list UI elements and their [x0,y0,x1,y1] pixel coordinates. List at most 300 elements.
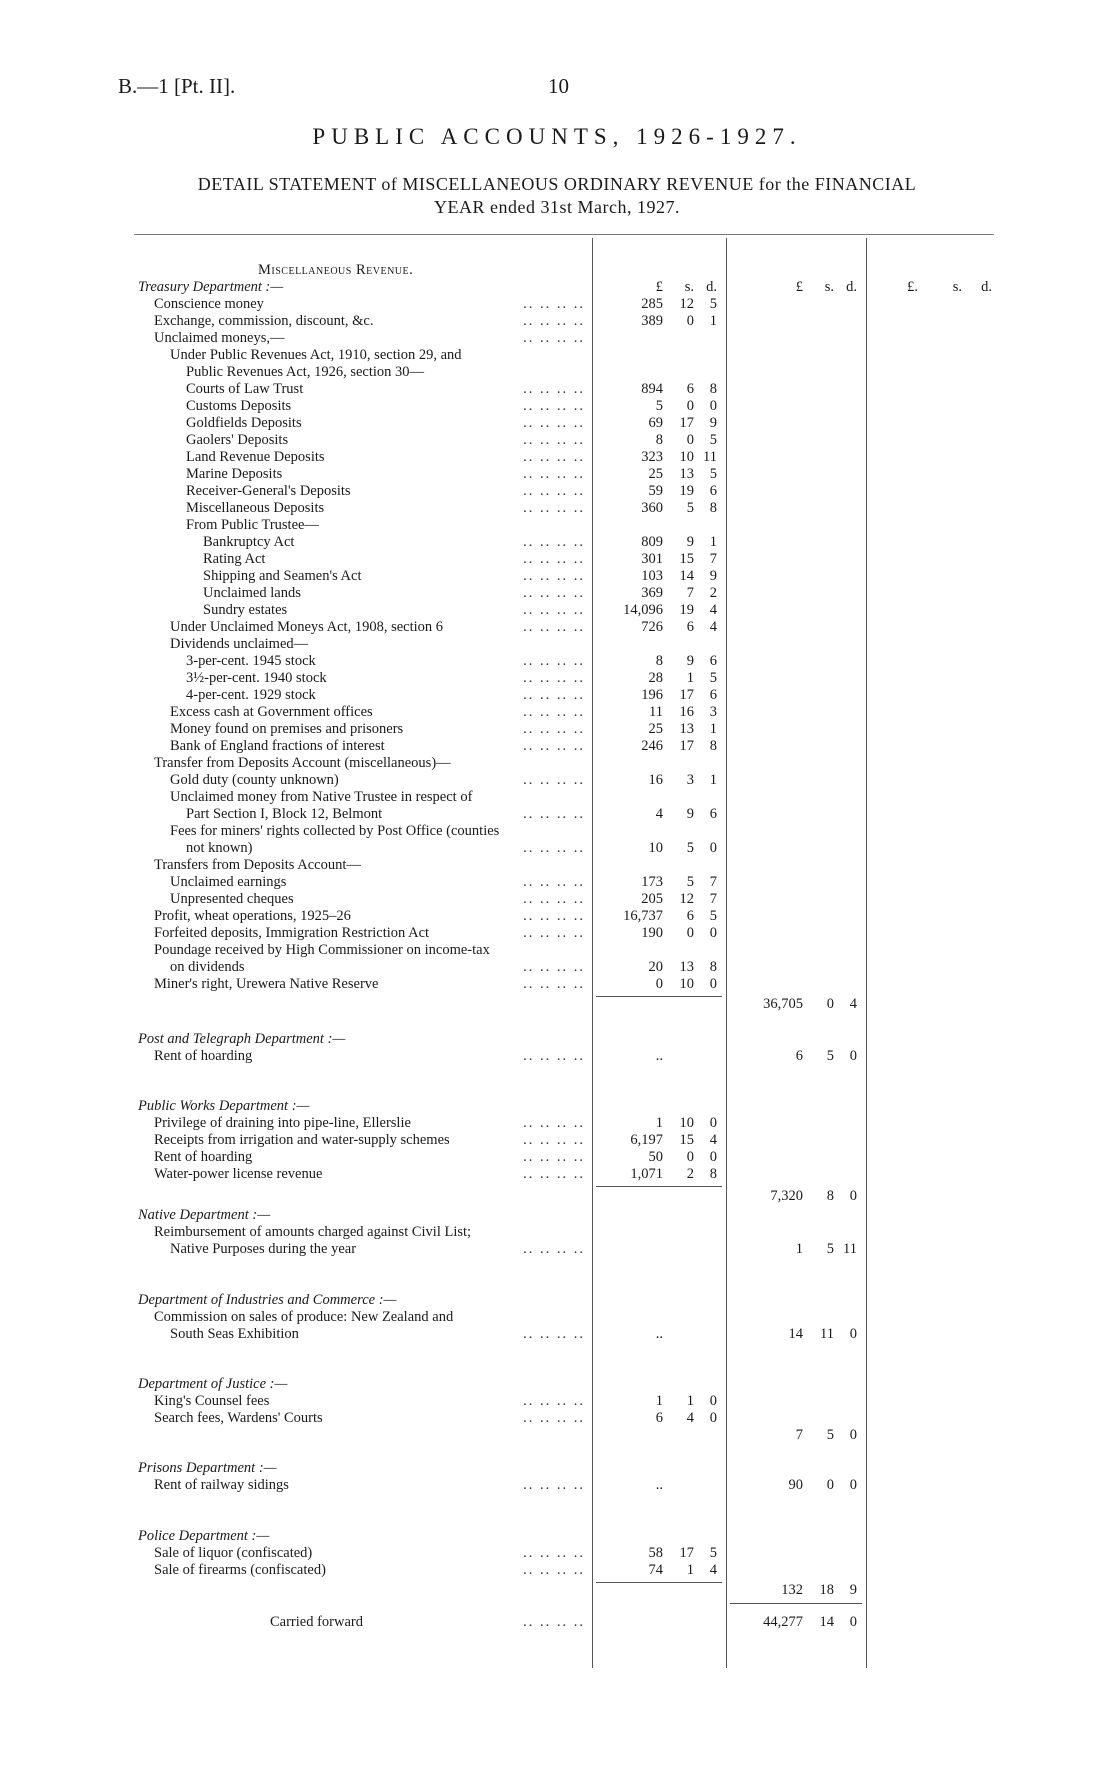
table-row [0,1562,1114,1579]
row-label: Land Revenue Deposits [186,449,325,465]
column1-pence: 9 [709,568,717,584]
column1-pounds: 14,096 [623,602,663,618]
leader-dots: .. .. .. .. [523,1149,585,1165]
column1-pence: 0 [709,1410,717,1426]
row-label: Bank of England fractions of interest [170,738,385,754]
leader-dots: .. .. .. .. [523,1393,585,1409]
column1-shillings: 12 [679,296,694,312]
table-row [0,925,1114,942]
table-row [0,1309,1114,1326]
row-label: Money found on premises and prisoners [170,721,404,737]
leader-dots: .. .. .. .. [523,1614,585,1630]
column1-shillings: 17 [679,687,694,703]
leader-dots: .. .. .. .. [523,500,585,516]
leader-dots: .. .. .. .. [523,1241,585,1257]
row-label: Rating Act [203,551,266,567]
table-row [0,687,1114,704]
column3-pence: d. [981,279,992,295]
table-row [0,806,1114,823]
leader-dots: .. .. .. .. [523,432,585,448]
table-row [0,1614,1114,1631]
table-row [0,517,1114,534]
column1-pence: 5 [709,670,717,686]
row-label: Rent of hoarding [154,1149,253,1165]
column1-pence: 8 [709,959,717,975]
leader-dots: .. .. .. .. [523,670,585,686]
table-row [0,551,1114,568]
leader-dots: .. .. .. .. [523,1166,585,1182]
column1-shillings: 7 [686,585,694,601]
column1-pence: 4 [709,1562,717,1578]
row-label: Miscellaneous Deposits [186,500,325,516]
leader-dots: .. .. .. .. [523,976,585,992]
row-label: Marine Deposits [186,466,283,482]
leader-dots: .. .. .. .. [523,738,585,754]
column1-pence: 1 [709,313,717,329]
column2-pence: d. [846,279,857,295]
column1-pence: 8 [709,500,717,516]
column1-pence: 5 [709,432,717,448]
column1-shillings: 15 [679,551,694,567]
table-row [0,840,1114,857]
table-row [0,857,1114,874]
leader-dots: .. .. .. .. [523,1115,585,1131]
column1-pence: 8 [709,1166,717,1182]
table-row [0,1376,1114,1393]
leader-dots: .. .. .. .. [523,466,585,482]
column1-shillings: 19 [679,483,694,499]
row-label: Shipping and Seamen's Act [203,568,362,584]
department-heading: Department of Justice :— [138,1376,288,1392]
row-label: Privilege of draining into pipe-line, Ellerslie [154,1115,411,1131]
leader-dots: .. .. .. .. [523,1132,585,1148]
column1-pence: 5 [709,296,717,312]
column1-shillings: 5 [686,874,694,890]
leader-dots: .. .. .. .. [523,653,585,669]
column1-pounds: 59 [648,483,663,499]
leader-dots: .. .. .. .. [523,1048,585,1064]
table-row [0,449,1114,466]
row-label: From Public Trustee— [186,517,319,533]
row-label: Carried forward [270,1614,363,1630]
department-heading: Post and Telegraph Department :— [138,1031,346,1047]
column1-pounds: 50 [648,1149,663,1165]
column2-pounds: 7,320 [770,1188,803,1204]
column1-shillings: 1 [686,1393,694,1409]
column3-shillings: s. [952,279,962,295]
column1-pounds: 20 [648,959,663,975]
row-label: Conscience money [154,296,264,312]
leader-dots: .. .. .. .. [523,1562,585,1578]
column1-pence: 7 [709,891,717,907]
column1-shillings: 0 [686,398,694,414]
column1-pence: 0 [709,1115,717,1131]
column1-pounds: 369 [641,585,663,601]
row-label: Unclaimed money from Native Trustee in respect of [170,789,473,805]
row-label: Rent of railway sidings [154,1477,289,1493]
row-label: Courts of Law Trust [186,381,304,397]
column2-pounds: 90 [788,1477,803,1493]
table-row [0,1393,1114,1410]
column1-shillings: 17 [679,415,694,431]
table-row [0,568,1114,585]
table-row [0,1326,1114,1343]
row-label: Bankruptcy Act [203,534,295,550]
subtotal-rule [596,1186,722,1187]
column2-shillings: 8 [826,1188,834,1204]
table-row [0,1460,1114,1477]
column1-pounds: 323 [641,449,663,465]
column1-shillings: 0 [686,925,694,941]
table-row-total [0,996,1114,1013]
table-row [0,789,1114,806]
table-row [0,772,1114,789]
column1-pounds: 25 [648,721,663,737]
column1-shillings: 0 [686,432,694,448]
table-row [0,500,1114,517]
column1-pence: 5 [709,1545,717,1561]
table-row [0,432,1114,449]
leader-dots: .. .. .. .. [523,1326,585,1342]
table-row [0,347,1114,364]
column1-shillings: 9 [686,534,694,550]
leader-dots: .. .. .. .. [523,483,585,499]
column1-pounds: 103 [641,568,663,584]
column1-pounds: 190 [641,925,663,941]
column1-pence: 0 [709,976,717,992]
leader-dots: .. .. .. .. [523,313,585,329]
leader-dots: .. .. .. .. [523,551,585,567]
column1-shillings: 5 [686,840,694,856]
column1-shillings: 1 [686,1562,694,1578]
department-heading: Department of Industries and Commerce :— [138,1292,397,1308]
column1-pounds: 205 [641,891,663,907]
row-label: Commission on sales of produce: New Zealand and [154,1309,454,1325]
column1-pence: 6 [709,483,717,499]
column1-pounds: 74 [648,1562,663,1578]
column1-pounds: .. [655,1477,663,1493]
row-label: Water-power license revenue [154,1166,323,1182]
table-row [0,1115,1114,1132]
row-label: Reimbursement of amounts charged against Civil List; [154,1224,472,1240]
column1-shillings: 19 [679,602,694,618]
department-heading: Public Works Department :— [138,1098,310,1114]
column2-pounds: 6 [795,1048,803,1064]
table-row [0,704,1114,721]
column1-pounds: .. [655,1326,663,1342]
column1-pounds: 301 [641,551,663,567]
column1-pounds: 285 [641,296,663,312]
column2-pence: 0 [849,1326,857,1342]
column1-pence: 1 [709,721,717,737]
column2-pence: 0 [849,1427,857,1443]
table-row [0,534,1114,551]
column1-shillings: 16 [679,704,694,720]
row-label: Fees for miners' rights collected by Post Office (counties [170,823,500,839]
department-heading: Treasury Department :— [138,279,284,295]
column1-pence: 4 [709,619,717,635]
table-row [0,330,1114,347]
column1-pounds: 6 [655,1410,663,1426]
row-label: Goldfields Deposits [186,415,302,431]
row-label: Receipts from irrigation and water-supply schemes [154,1132,450,1148]
column1-shillings: 4 [686,1410,694,1426]
row-label: Sale of liquor (confiscated) [154,1545,313,1561]
row-label: Unpresented cheques [170,891,294,907]
department-heading: Police Department :— [138,1528,270,1544]
column1-shillings: 10 [679,1115,694,1131]
table-row [0,755,1114,772]
column1-pounds: 69 [648,415,663,431]
table-row [0,398,1114,415]
table-row [0,466,1114,483]
column2-pence: 0 [849,1188,857,1204]
row-label: Transfer from Deposits Account (miscellaneous)— [154,755,451,771]
table-row [0,1031,1114,1048]
column2-shillings: 5 [826,1048,834,1064]
column1-shillings: 17 [679,738,694,754]
column1-pence: 11 [703,449,717,465]
table-row [0,296,1114,313]
column2-pounds: 36,705 [763,996,803,1012]
column1-pounds: 6,197 [630,1132,663,1148]
row-label: Gold duty (county unknown) [170,772,339,788]
column1-shillings: 9 [686,806,694,822]
row-label: Unclaimed earnings [170,874,287,890]
column2-pence: 11 [843,1241,857,1257]
column1-shillings: s. [684,279,694,295]
column1-shillings: 9 [686,653,694,669]
row-label: Part Section I, Block 12, Belmont [186,806,383,822]
column1-pounds: 8 [655,653,663,669]
column1-shillings: 0 [686,313,694,329]
table-row [0,1166,1114,1183]
row-label: Poundage received by High Commissioner on income-tax [154,942,490,958]
column1-pence: 5 [709,908,717,924]
column1-pounds: 4 [655,806,663,822]
table-row-total [0,1427,1114,1444]
page-number: 10 [548,74,569,98]
leader-dots: .. .. .. .. [523,619,585,635]
column1-pounds: 16,737 [623,908,663,924]
leader-dots: .. .. .. .. [523,568,585,584]
column1-pence: 0 [709,1393,717,1409]
column1-shillings: 2 [686,1166,694,1182]
row-label: Rent of hoarding [154,1048,253,1064]
total-rule [730,1603,862,1604]
leader-dots: .. .. .. .. [523,381,585,397]
row-label: Miner's right, Urewera Native Reserve [154,976,379,992]
column1-pounds: 196 [641,687,663,703]
table-row [0,483,1114,500]
column1-pounds: 809 [641,534,663,550]
column1-pence: 0 [709,925,717,941]
table-row [0,1132,1114,1149]
leader-dots: .. .. .. .. [523,534,585,550]
column1-pence: 7 [709,874,717,890]
table-row [0,1241,1114,1258]
column1-pounds: 16 [648,772,663,788]
row-label: Receiver-General's Deposits [186,483,351,499]
row-label: not known) [186,840,253,856]
column1-pence: 1 [709,772,717,788]
document-reference: B.—1 [Pt. II]. [118,74,236,98]
table-row-total [0,1582,1114,1599]
column1-pounds: 11 [649,704,663,720]
table-row [0,619,1114,636]
column2-pence: 0 [849,1048,857,1064]
column2-shillings: 0 [826,1477,834,1493]
table-row [0,415,1114,432]
row-label: Profit, wheat operations, 1925–26 [154,908,351,924]
column1-shillings: 10 [679,449,694,465]
column1-pounds: 8 [655,432,663,448]
statement-subtitle-line1: DETAIL STATEMENT of MISCELLANEOUS ORDINARY REVENUE for the FINANCIAL [197,174,917,194]
column1-pounds: 28 [648,670,663,686]
leader-dots: .. .. .. .. [523,449,585,465]
table-row [0,738,1114,755]
table-row [0,721,1114,738]
table-row [0,1224,1114,1241]
leader-dots: .. .. .. .. [523,1410,585,1426]
table-row [0,602,1114,619]
leader-dots: .. .. .. .. [523,398,585,414]
column1-pounds: 173 [641,874,663,890]
row-label: Forfeited deposits, Immigration Restriction Act [154,925,430,941]
row-label: 3½-per-cent. 1940 stock [186,670,327,686]
row-label: Public Revenues Act, 1926, section 30— [186,364,425,380]
table-row [0,959,1114,976]
leader-dots: .. .. .. .. [523,296,585,312]
row-label: Under Public Revenues Act, 1910, section 29, and [170,347,462,363]
row-label: Native Purposes during the year [170,1241,357,1257]
column2-shillings: 0 [826,996,834,1012]
column1-pence: 6 [709,653,717,669]
leader-dots: .. .. .. .. [523,330,585,346]
column1-shillings: 10 [679,976,694,992]
table-row [0,1477,1114,1494]
column1-pounds: 360 [641,500,663,516]
table-row [0,1292,1114,1309]
row-label: Unclaimed lands [203,585,301,601]
column1-pence: 1 [709,534,717,550]
column2-pounds: 14 [788,1326,803,1342]
column1-pounds: 1 [655,1393,663,1409]
leader-dots: .. .. .. .. [523,874,585,890]
row-label: Under Unclaimed Moneys Act, 1908, section 6 [170,619,444,635]
leader-dots: .. .. .. .. [523,415,585,431]
column1-shillings: 13 [679,959,694,975]
row-label: Excess cash at Government offices [170,704,373,720]
leader-dots: .. .. .. .. [523,772,585,788]
table-row [0,1149,1114,1166]
column1-pence: 3 [709,704,717,720]
row-label: Unclaimed moneys,— [154,330,285,346]
row-label: Customs Deposits [186,398,292,414]
column1-pounds: 894 [641,381,663,397]
table-row [0,1048,1114,1065]
table-row [0,976,1114,993]
row-label: Sale of firearms (confiscated) [154,1562,326,1578]
leader-dots: .. .. .. .. [523,908,585,924]
table-row [0,874,1114,891]
column1-shillings: 6 [686,381,694,397]
leader-dots: .. .. .. .. [523,925,585,941]
column1-shillings: 13 [679,721,694,737]
column1-pounds: 726 [641,619,663,635]
column1-shillings: 5 [686,500,694,516]
table-row [0,1410,1114,1427]
row-label: on dividends [170,959,245,975]
column1-pence: 2 [709,585,717,601]
table-row [0,670,1114,687]
column2-pence: 4 [849,996,857,1012]
column2-shillings: 11 [820,1326,834,1342]
row-label: 3-per-cent. 1945 stock [186,653,316,669]
leader-dots: .. .. .. .. [523,704,585,720]
leader-dots: .. .. .. .. [523,602,585,618]
table-row [0,636,1114,653]
column1-shillings: 13 [679,466,694,482]
column2-shillings: s. [824,279,834,295]
column1-pounds: £ [655,279,663,295]
column1-pence: 0 [709,398,717,414]
leader-dots: .. .. .. .. [523,585,585,601]
table-row [0,942,1114,959]
column1-pounds: 25 [648,466,663,482]
column1-shillings: 15 [679,1132,694,1148]
column1-pounds: 246 [641,738,663,754]
row-label: Gaolers' Deposits [186,432,289,448]
table-row [0,891,1114,908]
row-label: Dividends unclaimed— [170,636,309,652]
table-row [0,823,1114,840]
leader-dots: .. .. .. .. [523,687,585,703]
table-row [0,279,1114,296]
table-row [0,585,1114,602]
table-top-rule [134,234,994,235]
column1-pence: 4 [709,1132,717,1148]
column1-pence: 4 [709,602,717,618]
table-row [0,1545,1114,1562]
column1-pence: 8 [709,738,717,754]
column2-shillings: 5 [826,1427,834,1443]
column1-shillings: 6 [686,619,694,635]
row-label: Miscellaneous Revenue. [258,262,414,278]
column2-pounds: 44,277 [763,1614,803,1630]
statement-subtitle-line2: YEAR ended 31st March, 1927. [434,197,680,217]
column1-shillings: 14 [679,568,694,584]
column1-shillings: 17 [679,1545,694,1561]
row-label: 4-per-cent. 1929 stock [186,687,316,703]
column2-pence: 0 [849,1477,857,1493]
column2-shillings: 14 [819,1614,834,1630]
column1-pounds: 10 [648,840,663,856]
column2-shillings: 18 [819,1582,834,1598]
table-row [0,381,1114,398]
leader-dots: .. .. .. .. [523,806,585,822]
table-row [0,1098,1114,1115]
leader-dots: .. .. .. .. [523,891,585,907]
column2-shillings: 5 [826,1241,834,1257]
column1-shillings: 3 [686,772,694,788]
leader-dots: .. .. .. .. [523,840,585,856]
table-row [0,313,1114,330]
column1-pence: 0 [709,840,717,856]
column1-pence: d. [706,279,717,295]
table-row [0,1528,1114,1545]
column1-shillings: 6 [686,908,694,924]
